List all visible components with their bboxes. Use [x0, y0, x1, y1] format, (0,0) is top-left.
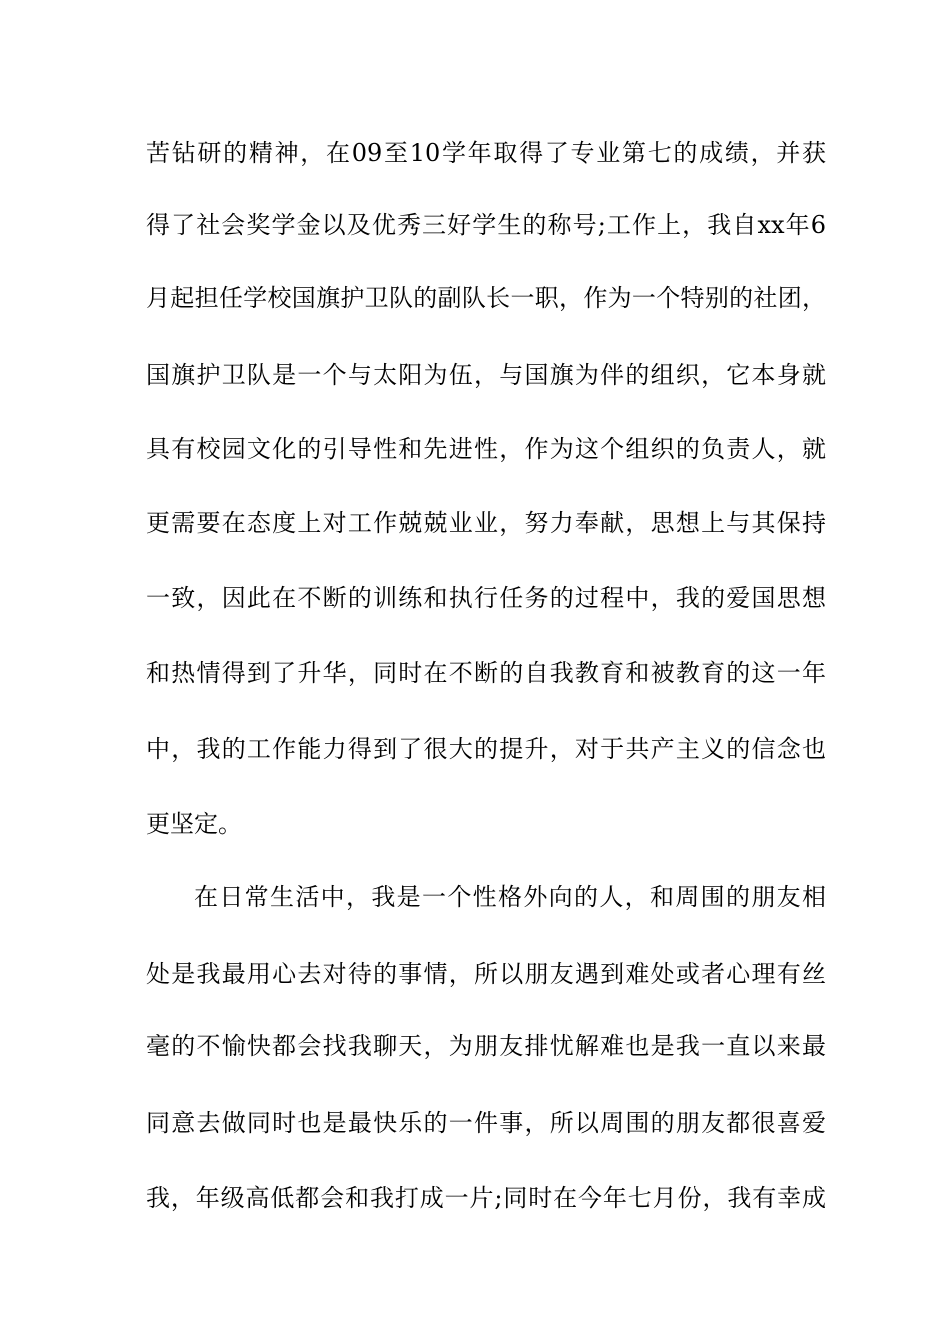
text-line: 毫的不愉快都会找我聊天，为朋友排忧解难也是我一直以来最: [146, 1032, 826, 1060]
text-line: 具有校园文化的引导性和先进性，作为这个组织的负责人，就: [146, 435, 826, 463]
text-line: 和热情得到了升华，同时在不断的自我教育和被教育的这一年: [146, 659, 826, 687]
text-line: 我，年级高低都会和我打成一片;同时在今年七月份，我有幸成: [146, 1184, 826, 1212]
text-line: 一致，因此在不断的训练和执行任务的过程中，我的爱国思想: [146, 584, 826, 612]
text-line: 更坚定。: [146, 810, 242, 838]
text-line: 月起担任学校国旗护卫队的副队长一职，作为一个特别的社团，: [146, 284, 826, 312]
text-line: 中，我的工作能力得到了很大的提升，对于共产主义的信念也: [146, 735, 826, 763]
text-line: 更需要在态度上对工作兢兢业业，努力奉献，思想上与其保持: [146, 509, 826, 537]
text-line: 同意去做同时也是最快乐的一件事，所以周围的朋友都很喜爱: [146, 1109, 826, 1137]
text-line: 国旗护卫队是一个与太阳为伍，与国旗为伴的组织，它本身就: [146, 361, 826, 389]
text-line: 苦钻研的精神，在09至10学年取得了专业第七的成绩，并获: [146, 139, 826, 167]
text-line: 得了社会奖学金以及优秀三好学生的称号;工作上，我自xx年6: [146, 211, 826, 239]
paragraph-first-line: 在日常生活中，我是一个性格外向的人，和周围的朋友相: [194, 883, 826, 911]
text-line: 处是我最用心去对待的事情，所以朋友遇到难处或者心理有丝: [146, 960, 826, 988]
